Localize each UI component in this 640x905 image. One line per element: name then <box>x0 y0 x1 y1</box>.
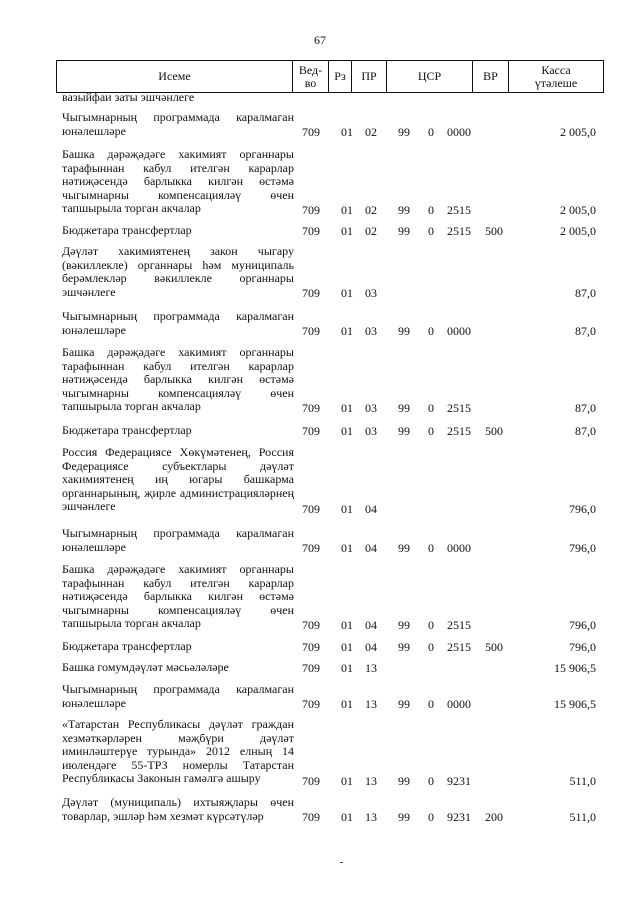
cell-rz: 01 <box>341 618 353 632</box>
row-name: Башка дәрәҗәдәге хакимият органнары тарафыннан кабул ителгән карарлар нәтиҗәсендә барлыкка килгән өстәмә чыгымнарны компенсацияләү өчен тапшырыла торган акчалар <box>62 147 294 215</box>
cell-vedo: 709 <box>302 324 320 338</box>
cell-vr: 500 <box>485 424 503 438</box>
cell-csr-direction: 2515 <box>447 224 471 238</box>
row-name: Чыгымнарның программада каралмаган юнәлешләре <box>62 526 294 554</box>
row-name: вазыйфаи заты эшчәнлеге <box>62 90 195 104</box>
cell-vedo: 709 <box>302 810 320 824</box>
cell-csr-direction: 2515 <box>447 640 471 654</box>
cell-rz: 01 <box>341 224 353 238</box>
cell-csr-direction: 9231 <box>447 810 471 824</box>
cell-pr: 03 <box>365 424 377 438</box>
cell-csr-program: 99 <box>398 618 410 632</box>
col-header-name: Исеме <box>57 61 293 92</box>
col-header-rz: Рз <box>329 61 352 92</box>
cell-csr-subprogram: 0 <box>428 640 434 654</box>
cell-csr-direction: 0000 <box>447 541 471 555</box>
cell-pr: 13 <box>365 774 377 788</box>
cell-csr-program: 99 <box>398 424 410 438</box>
col-header-vedo: Вед- во <box>293 61 329 92</box>
cell-rz: 01 <box>341 324 353 338</box>
cell-pr: 03 <box>365 401 377 415</box>
cell-vedo: 709 <box>302 424 320 438</box>
cell-csr-direction: 0000 <box>447 697 471 711</box>
cell-pr: 13 <box>365 810 377 824</box>
cell-csr-program: 99 <box>398 774 410 788</box>
table-row <box>0 224 640 238</box>
cell-vr: 500 <box>485 224 503 238</box>
cell-csr-program: 99 <box>398 324 410 338</box>
cell-csr-program: 99 <box>398 541 410 555</box>
cell-csr-subprogram: 0 <box>428 324 434 338</box>
row-name: «Татарстан Республикасы дәүләт граждан хезмәткәрләрен мәҗбүри дәүләт иминләштерүе турында» 2012 елның 14 июлендәге 55-ТРЗ номерлы Татарстан Республикасы Законын гамәлгә ашыру <box>62 717 294 785</box>
cell-csr-subprogram: 0 <box>428 224 434 238</box>
cell-vedo: 709 <box>302 286 320 300</box>
cell-csr-direction: 2515 <box>447 618 471 632</box>
cell-csr-program: 99 <box>398 697 410 711</box>
cell-csr-subprogram: 0 <box>428 697 434 711</box>
cell-rz: 01 <box>341 810 353 824</box>
cell-csr-program: 99 <box>398 810 410 824</box>
table-row <box>0 424 640 438</box>
cell-vr: 200 <box>485 810 503 824</box>
cell-csr-direction: 0000 <box>447 125 471 139</box>
cell-pr: 04 <box>365 502 377 516</box>
cell-vedo: 709 <box>302 401 320 415</box>
row-name: Бюджетара трансфертлар <box>62 639 192 653</box>
cell-sum: 87,0 <box>575 324 596 338</box>
table-row <box>0 640 640 654</box>
cell-sum: 87,0 <box>575 424 596 438</box>
cell-csr-subprogram: 0 <box>428 810 434 824</box>
table-header <box>56 60 604 93</box>
cell-pr: 04 <box>365 618 377 632</box>
col-header-kassa: Касса үтәлеше <box>534 62 578 90</box>
row-name: Чыгымнарның программада каралмаган юнәлешләре <box>62 110 294 138</box>
row-name: Дәүләт хакимиятенең закон чыгару (вәкиллекле) органнары һәм муниципаль берәмлекләр вәкиллекле органнары эшчәнлеге <box>62 244 294 299</box>
cell-pr: 13 <box>365 697 377 711</box>
table-row <box>0 111 640 139</box>
cell-csr-direction: 9231 <box>447 774 471 788</box>
cell-csr-subprogram: 0 <box>428 541 434 555</box>
row-name: Дәүләт (муниципаль) ихтыяҗлары өчен товарлар, эшләр һәм хезмәт күрсәтүләр <box>62 795 294 823</box>
cell-rz: 01 <box>341 424 353 438</box>
cell-rz: 01 <box>341 125 353 139</box>
cell-csr-subprogram: 0 <box>428 774 434 788</box>
cell-rz: 01 <box>341 203 353 217</box>
table-row <box>0 346 640 415</box>
cell-vedo: 709 <box>302 125 320 139</box>
cell-sum: 796,0 <box>569 541 596 555</box>
cell-vedo: 709 <box>302 697 320 711</box>
cell-vedo: 709 <box>302 618 320 632</box>
cell-vr: 500 <box>485 640 503 654</box>
cell-vedo: 709 <box>302 224 320 238</box>
row-name: Башка дәрәҗәдәге хакимият органнары тарафыннан кабул ителгән карарлар нәтиҗәсендә барлыкка килгән өстәмә чыгымнарны компенсацияләү өчен тапшырыла торган акчалар <box>62 562 294 630</box>
cell-pr: 02 <box>365 203 377 217</box>
table-row <box>0 661 640 675</box>
cell-csr-subprogram: 0 <box>428 424 434 438</box>
row-name: Башка гомумдәүләт мәсьәләләре <box>62 660 229 674</box>
cell-vedo: 709 <box>302 661 320 675</box>
cell-sum: 2 005,0 <box>560 224 596 238</box>
page-footer-mark <box>340 862 343 863</box>
cell-pr: 04 <box>365 541 377 555</box>
table-row <box>0 527 640 555</box>
cell-sum: 796,0 <box>569 618 596 632</box>
cell-sum: 15 906,5 <box>554 661 596 675</box>
cell-rz: 01 <box>341 286 353 300</box>
cell-sum: 796,0 <box>569 640 596 654</box>
row-name: Чыгымнарның программада каралмаган юнәлешләре <box>62 682 294 710</box>
cell-vedo: 709 <box>302 541 320 555</box>
page-number: 67 <box>314 33 326 47</box>
cell-sum: 15 906,5 <box>554 697 596 711</box>
cell-csr-direction: 0000 <box>447 324 471 338</box>
cell-csr-subprogram: 0 <box>428 401 434 415</box>
row-name: Бюджетара трансфертлар <box>62 423 192 437</box>
cell-pr: 13 <box>365 661 377 675</box>
table-row <box>0 91 640 105</box>
row-name: Бюджетара трансфертлар <box>62 223 192 237</box>
cell-csr-program: 99 <box>398 125 410 139</box>
cell-rz: 01 <box>341 502 353 516</box>
cell-sum: 87,0 <box>575 401 596 415</box>
table-row <box>0 563 640 632</box>
table-row <box>0 446 640 516</box>
table-row <box>0 310 640 338</box>
col-header-pr: ПР <box>352 61 387 92</box>
cell-sum: 87,0 <box>575 286 596 300</box>
col-header-csr: ЦСР <box>387 61 473 92</box>
cell-csr-program: 99 <box>398 640 410 654</box>
cell-sum: 511,0 <box>569 774 596 788</box>
table-row <box>0 148 640 217</box>
cell-csr-subprogram: 0 <box>428 125 434 139</box>
cell-pr: 03 <box>365 286 377 300</box>
table-row <box>0 718 640 788</box>
row-name: Башка дәрәҗәдәге хакимият органнары тарафыннан кабул ителгән карарлар нәтиҗәсендә барлыкка килгән өстәмә чыгымнарны компенсацияләү өчен тапшырыла торган акчалар <box>62 345 294 413</box>
cell-rz: 01 <box>341 774 353 788</box>
cell-sum: 2 005,0 <box>560 203 596 217</box>
cell-vedo: 709 <box>302 774 320 788</box>
cell-rz: 01 <box>341 401 353 415</box>
table-row <box>0 683 640 711</box>
row-name: Россия Федерациясе Хөкүмәтенең, Россия Федерациясе субъектлары дәүләт хакимиятенең иң югары башкарма органнарының, җирле администрацияләрнең эшчәнлеге <box>62 445 294 513</box>
cell-vedo: 709 <box>302 203 320 217</box>
cell-csr-subprogram: 0 <box>428 618 434 632</box>
col-header-vr: ВР <box>473 61 509 92</box>
cell-csr-direction: 2515 <box>447 424 471 438</box>
row-name: Чыгымнарның программада каралмаган юнәлешләре <box>62 309 294 337</box>
cell-pr: 03 <box>365 324 377 338</box>
cell-rz: 01 <box>341 661 353 675</box>
table-row <box>0 796 640 824</box>
cell-csr-subprogram: 0 <box>428 203 434 217</box>
cell-rz: 01 <box>341 541 353 555</box>
cell-csr-program: 99 <box>398 203 410 217</box>
cell-vedo: 709 <box>302 640 320 654</box>
cell-csr-direction: 2515 <box>447 203 471 217</box>
table-row <box>0 245 640 300</box>
cell-pr: 04 <box>365 640 377 654</box>
cell-csr-direction: 2515 <box>447 401 471 415</box>
cell-pr: 02 <box>365 125 377 139</box>
cell-sum: 796,0 <box>569 502 596 516</box>
cell-vedo: 709 <box>302 502 320 516</box>
cell-rz: 01 <box>341 697 353 711</box>
cell-sum: 511,0 <box>569 810 596 824</box>
cell-sum: 2 005,0 <box>560 125 596 139</box>
cell-csr-program: 99 <box>398 401 410 415</box>
cell-rz: 01 <box>341 640 353 654</box>
cell-pr: 02 <box>365 224 377 238</box>
cell-csr-program: 99 <box>398 224 410 238</box>
